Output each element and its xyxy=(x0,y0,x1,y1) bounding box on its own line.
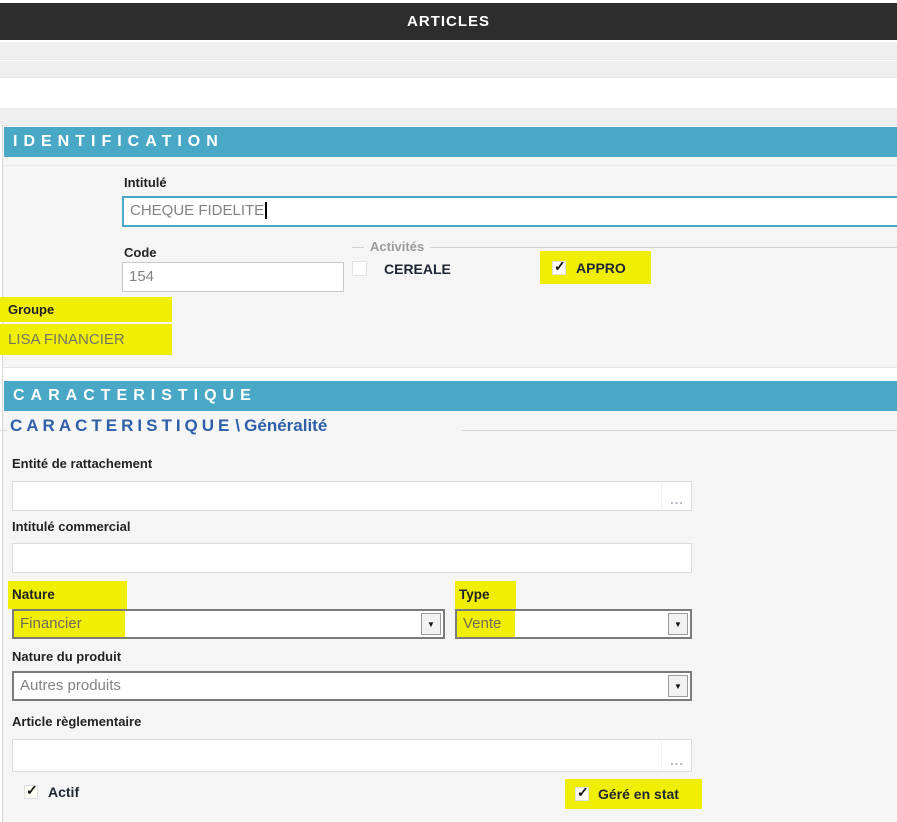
ellipsis-icon: ... xyxy=(670,492,684,507)
actif-label: Actif xyxy=(48,784,80,800)
breadcrumb-section: CARACTERISTIQUE xyxy=(10,416,234,435)
page-title: ARTICLES xyxy=(0,3,897,40)
entite-rattachement-label: Entité de rattachement xyxy=(12,456,153,471)
nature-produit-value: Autres produits xyxy=(20,677,121,694)
divider xyxy=(3,165,897,166)
toolbar-strip-3 xyxy=(0,108,897,126)
nature-label: Nature xyxy=(8,581,127,609)
toolbar-strip-2 xyxy=(0,61,897,78)
divider xyxy=(462,430,897,431)
intitule-commercial-label: Intitulé commercial xyxy=(12,519,131,534)
section-header-identification: IDENTIFICATION xyxy=(4,127,897,157)
ellipsis-icon: ... xyxy=(670,753,684,768)
check-icon: ✓ xyxy=(577,784,589,800)
groupe-label: Groupe xyxy=(0,297,172,322)
chevron-down-icon[interactable]: ▼ xyxy=(668,675,688,697)
intitule-input[interactable] xyxy=(122,196,897,227)
cereale-checkbox[interactable] xyxy=(352,261,367,276)
gere-en-stat-highlight xyxy=(565,779,702,809)
appro-highlight xyxy=(540,251,651,284)
nature-dropdown[interactable] xyxy=(12,609,445,639)
entite-browse-button[interactable] xyxy=(661,483,691,509)
groupe-value[interactable]: LISA FINANCIER xyxy=(0,324,172,355)
check-icon: ✓ xyxy=(26,782,38,798)
activites-legend: Activités xyxy=(364,239,430,254)
actif-row xyxy=(24,784,79,800)
section-header-caracteristique: CARACTERISTIQUE xyxy=(4,381,897,411)
nature-value: Financier xyxy=(14,611,125,637)
text-cursor xyxy=(265,202,267,219)
nature-produit-dropdown[interactable] xyxy=(12,671,692,701)
appro-checkbox[interactable] xyxy=(552,257,566,275)
intitule-label: Intitulé xyxy=(124,175,167,190)
code-label: Code xyxy=(124,245,157,260)
entite-rattachement-input[interactable] xyxy=(12,481,692,511)
breadcrumb-subsection: Généralité xyxy=(244,416,328,435)
type-value: Vente xyxy=(457,611,515,637)
article-browse-button[interactable] xyxy=(661,741,691,770)
article-reglementaire-label: Article règlementaire xyxy=(12,714,142,729)
nature-produit-label: Nature du produit xyxy=(12,649,122,664)
appro-label: APPRO xyxy=(576,259,626,276)
code-value: 154 xyxy=(129,268,155,285)
activites-fieldset-border xyxy=(352,247,897,248)
gere-en-stat-checkbox[interactable] xyxy=(575,784,589,801)
type-dropdown[interactable] xyxy=(455,609,692,639)
article-reglementaire-input[interactable] xyxy=(12,739,692,772)
check-icon: ✓ xyxy=(554,257,566,274)
chevron-down-icon[interactable]: ▼ xyxy=(421,613,441,635)
intitule-commercial-input[interactable] xyxy=(12,543,692,573)
cereale-label: CEREALE xyxy=(384,261,451,277)
toolbar-strip-1 xyxy=(0,42,897,60)
code-input[interactable] xyxy=(122,262,344,292)
type-label: Type xyxy=(455,581,516,609)
gere-en-stat-label: Géré en stat xyxy=(598,786,679,802)
divider xyxy=(0,430,7,431)
chevron-down-icon[interactable]: ▼ xyxy=(668,613,688,635)
breadcrumb-separator: \ xyxy=(235,416,241,435)
intitule-value: CHEQUE FIDELITE xyxy=(130,202,265,219)
caracteristique-breadcrumb xyxy=(10,416,327,436)
actif-checkbox[interactable] xyxy=(24,782,38,799)
